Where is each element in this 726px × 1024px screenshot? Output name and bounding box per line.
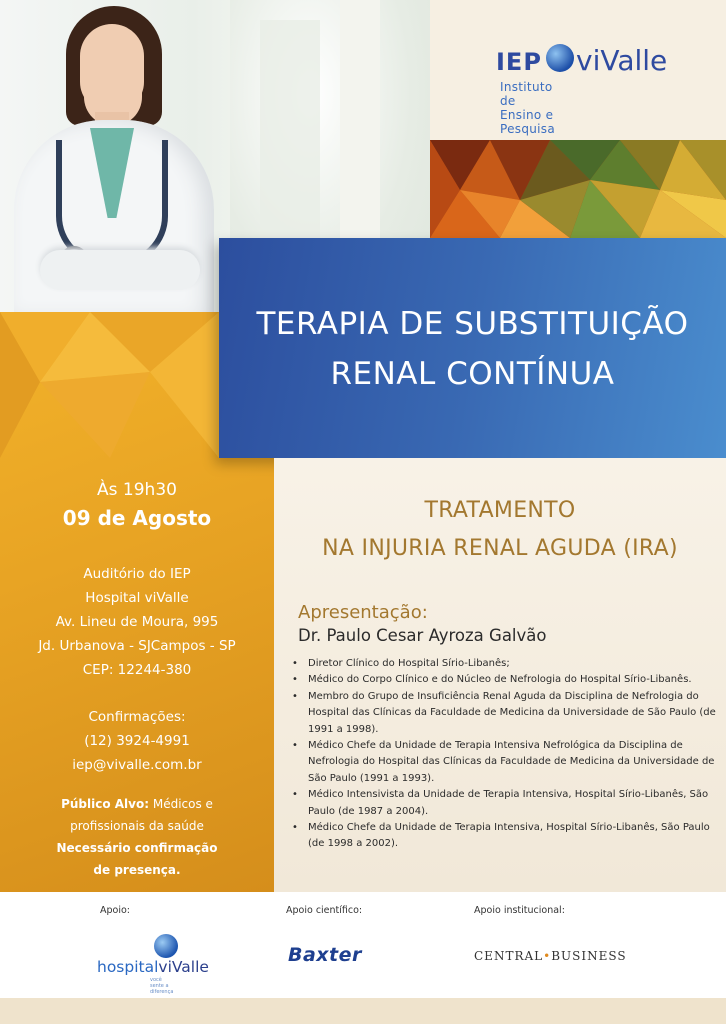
page-title-line2: RENAL CONTÍNUA [330, 356, 615, 392]
list-item: • Médico Chefe da Unidade de Terapia Intensiva Nefrológica da Disciplina de Nefrologia do Hospital das Clínicas da Faculdade de Medicina da Universidade de São Paulo (1991 a 1993). [308, 738, 718, 787]
central-word: CENTRAL [474, 949, 544, 963]
list-item: • Médico Intensivista da Unidade de Terapia Intensiva, Hospital Sírio-Libanês, São Paulo (de 1987 a 2004). [308, 787, 718, 820]
audience-line2: profissionais da saúde [70, 819, 204, 833]
presentation-label: Apresentação: [298, 602, 428, 623]
venue-line: Av. Lineu de Moura, 995 [55, 614, 219, 630]
list-item: • Diretor Clínico do Hospital Sírio-Libanês; [308, 656, 718, 672]
required-note-line1: Necessário confirmação [56, 841, 218, 855]
logo-iep-text: IEP [496, 48, 542, 76]
hospital-logo-text [97, 958, 209, 976]
vivalle-logo-word: viValle [158, 958, 209, 976]
baxter-logo: Baxter [288, 944, 362, 966]
audience-label: Público Alvo: [61, 797, 150, 811]
list-item: • Médico do Corpo Clínico e do Núcleo de Nefrologia do Hospital Sírio-Libanês. [308, 672, 718, 688]
confirmations-label: Confirmações: [88, 709, 186, 725]
support-label: Apoio: [100, 905, 130, 916]
orange-geometric-pattern [0, 312, 219, 458]
footer-strip [0, 998, 726, 1024]
event-date: 09 de Agosto [62, 506, 212, 530]
speaker-bio-list [292, 656, 718, 853]
venue-line: Hospital viValle [85, 590, 189, 606]
audience-text: Médicos e [149, 797, 213, 811]
dot-icon: • [543, 949, 552, 963]
hospital-tagline: você sente a diferença [150, 977, 174, 995]
central-business-logo [474, 949, 627, 963]
contact-email[interactable]: iep@vivalle.com.br [72, 757, 202, 773]
event-time: Às 19h30 [97, 480, 177, 500]
globe-icon [546, 44, 574, 72]
logo-subtitle: Instituto de Ensino e Pesquisa [500, 80, 556, 136]
audience-line [0, 797, 274, 811]
hospital-logo-word: hospital [97, 958, 159, 976]
globe-icon [154, 934, 178, 958]
speaker-name: Dr. Paulo Cesar Ayroza Galvão [298, 626, 547, 645]
list-item: • Médico Chefe da Unidade de Terapia Intensiva, Hospital Sírio-Libanês, São Paulo (de 1998 a 2002). [308, 820, 718, 853]
subtitle-line2: NA INJURIA RENAL AGUDA (IRA) [322, 536, 678, 561]
title-banner [219, 238, 726, 458]
logo-vivalle-text: viValle [576, 44, 668, 77]
contact-phone: (12) 3924-4991 [84, 733, 190, 749]
page-title-line1: TERAPIA DE SUBSTITUIÇÃO [256, 306, 689, 342]
business-word: BUSINESS [551, 949, 627, 963]
subtitle-line1: TRATAMENTO [424, 498, 576, 523]
geometric-pattern [430, 140, 726, 238]
venue-line: Auditório do IEP [83, 566, 191, 582]
list-item: • Membro do Grupo de Insuficiência Renal Aguda da Disciplina de Nefrologia do Hospital das Clínicas da Faculdade de Medicina da Universidade de São Paulo (de 1991 a 1998). [308, 689, 718, 738]
venue-line: Jd. Urbanova - SJCampos - SP [38, 638, 236, 654]
scientific-support-label: Apoio científico: [286, 905, 363, 916]
required-note-line2: de presença. [93, 863, 181, 877]
institutional-support-label: Apoio institucional: [474, 905, 565, 916]
venue-line: CEP: 12244-380 [82, 662, 192, 678]
